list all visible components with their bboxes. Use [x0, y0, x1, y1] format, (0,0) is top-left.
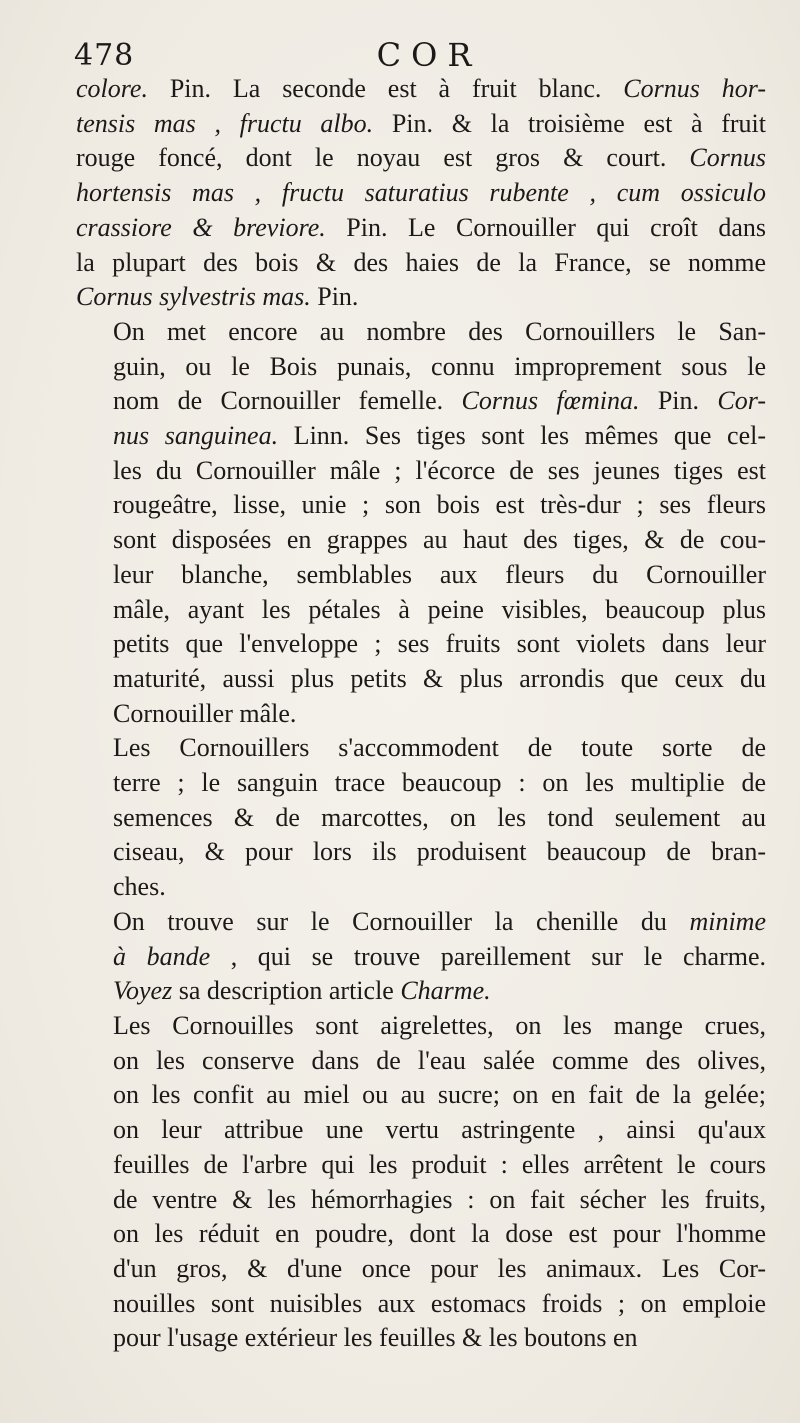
text-run: nouilles sont nuisibles aux estomacs froids ; on emploie	[113, 1288, 766, 1318]
text-run: pour l'usage extérieur les feuilles & les boutons en	[113, 1323, 638, 1353]
text-run: maturité, aussi plus petits & plus arrondis que ceux du	[113, 663, 766, 693]
text-line	[76, 1044, 766, 1079]
text-run: Les Cornouillers s'accommodent de toute sorte de	[113, 733, 766, 763]
text-run: les du Cornouiller mâle ; l'écorce de ses jeunes tiges est	[113, 455, 766, 485]
text-run: On trouve sur le Cornouiller la chenille du	[113, 906, 690, 936]
italic-text: Cornus fœmina.	[461, 386, 640, 416]
text-line	[76, 627, 766, 662]
text-line	[76, 1078, 766, 1113]
italic-text: tensis mas , fructu albo.	[76, 108, 374, 138]
text-run: Pin. & la troisième est à fruit	[373, 108, 766, 138]
text-line	[76, 315, 766, 350]
page-number: 478	[74, 38, 135, 73]
italic-text: colore.	[76, 74, 148, 103]
text-line	[76, 488, 766, 523]
italic-text: à bande	[113, 941, 211, 971]
text-run: leur blanche, semblables aux fleurs du Cornouiller	[113, 559, 766, 589]
italic-text: Charme.	[400, 976, 491, 1006]
text-run: Pin. Le Cornouiller qui croît dans	[325, 212, 766, 242]
italic-text: Voyez	[113, 976, 173, 1006]
paragraph	[76, 731, 766, 905]
italic-text: minime	[689, 906, 766, 936]
text-line	[76, 697, 766, 732]
text-run: ches.	[113, 872, 166, 902]
text-line	[76, 246, 766, 281]
text-line	[76, 558, 766, 593]
text-run: Pin. La seconde est à fruit blanc.	[147, 74, 624, 103]
text-line	[76, 1217, 766, 1252]
text-run: ciseau, & pour lors ils produisent beaucoup de bran-	[113, 837, 766, 867]
text-run: On met encore au nombre des Cornouillers le San-	[113, 316, 766, 346]
text-line	[76, 419, 766, 454]
italic-text: Cornus sylvestris mas.	[76, 282, 311, 312]
text-run: Linn. Ses tiges sont les mêmes que cel-	[278, 421, 767, 451]
text-run: sa description article	[172, 976, 401, 1006]
text-line	[76, 1252, 766, 1287]
text-line	[76, 1321, 766, 1356]
text-run: mâle, ayant les pétales à peine visibles, beaucoup plus	[113, 594, 766, 624]
text-run: terre ; le sanguin trace beaucoup : on les multiplie de	[113, 768, 766, 798]
text-run: Les Cornouilles sont aigrelettes, on les mange crues,	[113, 1010, 766, 1040]
italic-text: Cornus	[689, 143, 766, 173]
text-line	[76, 454, 766, 489]
text-run: on leur attribue une vertu astringente , ainsi qu'aux	[113, 1115, 766, 1145]
running-head: COR	[376, 36, 482, 74]
text-run: Cornouiller mâle.	[113, 698, 297, 728]
text-line	[76, 905, 766, 940]
body-text	[76, 72, 766, 1356]
text-run: de ventre & les hémorrhagies : on fait sécher les fruits,	[113, 1184, 766, 1214]
text-run: guin, ou le Bois punais, connu improprement sous le	[113, 351, 766, 381]
text-line	[76, 141, 766, 176]
text-line	[76, 593, 766, 628]
text-run: sont disposées en grappes au haut des tiges, & de cou-	[113, 525, 766, 555]
text-line	[76, 766, 766, 801]
text-run: semences & de marcottes, on les tond seulement au	[113, 802, 766, 832]
text-run: nom de Cornouiller femelle.	[113, 386, 462, 416]
paragraph	[76, 1009, 766, 1356]
text-line	[76, 1009, 766, 1044]
text-line	[76, 662, 766, 697]
text-run: Pin.	[310, 282, 359, 312]
text-run: rougeâtre, lisse, unie ; son bois est très-dur ; ses fleurs	[113, 490, 766, 520]
text-line	[76, 870, 766, 905]
italic-text: Cor-	[717, 386, 766, 416]
text-line	[76, 107, 766, 142]
text-line	[76, 280, 766, 315]
text-line	[76, 211, 766, 246]
text-line	[76, 940, 766, 975]
text-line	[76, 1287, 766, 1322]
text-line	[76, 1183, 766, 1218]
text-line	[76, 801, 766, 836]
text-line	[76, 384, 766, 419]
text-run: rouge foncé, dont le noyau est gros & court.	[76, 143, 690, 173]
text-line	[76, 731, 766, 766]
text-run: Pin.	[639, 386, 718, 416]
text-line	[76, 72, 766, 107]
text-run: on les réduit en poudre, dont la dose est pour l'homme	[113, 1219, 766, 1249]
italic-text: Cornus hor-	[623, 74, 766, 103]
text-line	[76, 350, 766, 385]
text-line	[76, 835, 766, 870]
text-run: d'un gros, & d'une once pour les animaux. Les Cor-	[113, 1253, 766, 1283]
italic-text: crassiore & breviore.	[76, 212, 326, 242]
text-line	[76, 176, 766, 211]
text-run: , qui se trouve pareillement sur le charme.	[210, 941, 766, 971]
paragraph	[76, 315, 766, 731]
text-line	[76, 1148, 766, 1183]
italic-text: hortensis mas , fructu saturatius rubente , cum ossiculo	[76, 178, 766, 208]
italic-text: nus sanguinea.	[113, 421, 279, 451]
paragraph	[76, 905, 766, 1009]
text-run: la plupart des bois & des haies de la France, se nomme	[76, 247, 766, 277]
paragraph	[76, 72, 766, 315]
text-line	[76, 1113, 766, 1148]
text-line	[76, 523, 766, 558]
text-line	[76, 974, 766, 1009]
text-run: on les conserve dans de l'eau salée comme des olives,	[113, 1045, 766, 1075]
text-run: petits que l'enveloppe ; ses fruits sont violets dans leur	[113, 629, 766, 659]
text-run: feuilles de l'arbre qui les produit : elles arrêtent le cours	[113, 1149, 766, 1179]
text-run: on les confit au miel ou au sucre; on en fait de la gelée;	[113, 1080, 766, 1110]
